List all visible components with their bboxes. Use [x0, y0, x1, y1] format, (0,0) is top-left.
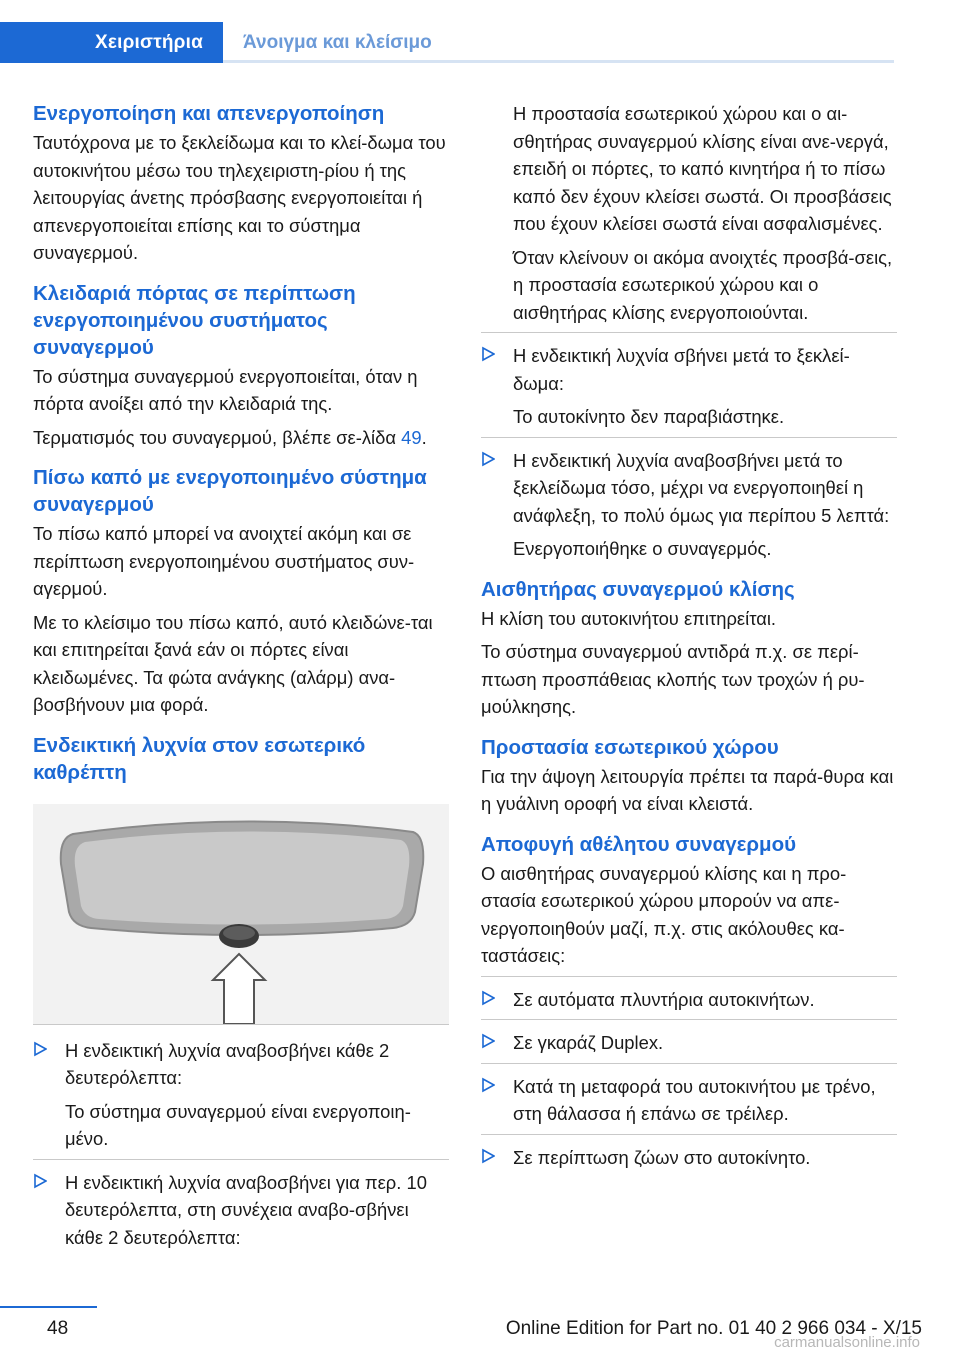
list-item-text: Σε περίπτωση ζώων στο αυτοκίνητο. — [513, 1146, 811, 1168]
divider — [481, 332, 897, 333]
triangle-bullet-icon — [33, 1173, 47, 1189]
list-item — [481, 1073, 897, 1128]
divider — [481, 976, 897, 977]
heading-interior-protection: Προστασία εσωτερικού χώρου — [481, 735, 779, 759]
list-item-text: Η ενδεικτική λυχνία αναβοσβήνει κάθε 2 δευτερόλεπτα: — [65, 1039, 390, 1088]
paragraph: Ο αισθητήρας συναγερμού κλίσης και η προ-στασία εσωτερικού χώρου μπορούν να απε-νεργοποιηθούν μαζί, π.χ. στις ακόλουθες κα-ταστάσεις: — [481, 862, 847, 966]
list-item — [481, 342, 897, 431]
watermark: carmanualsonline.info — [774, 1334, 920, 1351]
list-item — [33, 1169, 449, 1252]
list-item — [481, 447, 897, 563]
footer-rule — [0, 1306, 97, 1308]
triangle-bullet-icon — [481, 1077, 495, 1093]
heading-activation: Ενεργοποίηση και απενεργοποίηση — [33, 102, 385, 125]
divider — [481, 1063, 897, 1064]
paragraph: Με το κλείσιμο του πίσω καπό, αυτό κλειδώνε-ται και επιτηρείται ξανά εάν οι πόρτες είναι κλειδωμένες. Τα φώτα ανάγκης (αλάρμ) ανα-βοσβήνουν μια φορά. — [33, 611, 433, 715]
list-item-text: Η ενδεικτική λυχνία αναβοσβήνει μετά το ξεκλείδωμα τόσο, μέχρι να ενεργοποιηθεί η ανάφλεξη, το πολύ όμως για περίπου 5 λεπτά: — [513, 449, 890, 526]
list-item-text: Σε αυτόματα πλυντήρια αυτοκινήτων. — [513, 988, 815, 1010]
list-item-continued — [481, 100, 897, 326]
divider — [481, 1134, 897, 1135]
rearview-mirror-image — [33, 804, 449, 1024]
divider — [481, 437, 897, 438]
triangle-bullet-icon — [33, 1041, 47, 1057]
list-item-text: Κατά τη μεταφορά του αυτοκινήτου με τρένο, στη θάλασσα ή επάνω σε τρέιλερ. — [513, 1075, 876, 1124]
paragraph — [33, 424, 449, 452]
page-number: 48 — [47, 1318, 69, 1339]
heading-tilt-sensor: Αισθητήρας συναγερμού κλίσης — [481, 577, 795, 601]
list-item-subtext: Το σύστημα συναγερμού είναι ενεργοποιη-μένο. — [65, 1100, 411, 1149]
paragraph: Για την άψογη λειτουργία πρέπει τα παρά-θυρα και η γυάλινη οροφή να είναι κλειστά. — [481, 765, 894, 814]
text: . — [421, 426, 427, 448]
heading-avoid-false-alarm: Αποφυγή αθέλητου συναγερμού — [481, 832, 797, 856]
triangle-bullet-icon — [481, 451, 495, 467]
heading-indicator-lamp: Ενδεικτική λυχνία στον εσωτερικό καθρέπτη — [33, 733, 366, 784]
right-column — [481, 100, 897, 1177]
list-item — [33, 1037, 449, 1153]
paragraph: Το πίσω καπό μπορεί να ανοιχτεί ακόμη και σε περίπτωση ενεργοποιημένου συστήματος συν-αγερμού. — [33, 523, 415, 599]
list-item-text: Σε γκαράζ Duplex. — [513, 1032, 664, 1053]
section-title: Άνοιγμα και κλείσιμο — [243, 32, 432, 53]
header-rule — [223, 60, 894, 63]
heading-tailgate: Πίσω καπό με ενεργοποιημένο σύστημα συναγερμού — [33, 466, 427, 516]
paragraph: Η κλίση του αυτοκινήτου επιτηρείται. — [481, 607, 777, 629]
paragraph: Ταυτόχρονα με το ξεκλείδωμα και το κλεί-δωμα του αυτοκινήτου μέσω του τηλεχειριστη-ρίου ή της λειτουργίας άνετης πρόσβασης ενεργοποιείται ή απενεργοποιείται επίσης και το σύστημα συναγερμού. — [33, 132, 446, 263]
edition-note: Online Edition for Part no. 01 40 2 966 034 - X/15 — [505, 1318, 922, 1339]
heading-door-lock: Κλειδαριά πόρτας σε περίπτωση ενεργοποιημένου συστήματος συναγερμού — [33, 281, 356, 359]
paragraph: Όταν κλείνουν οι ακόμα ανοιχτές προσβά-σεις, η προστασία εσωτερικού χώρου και ο αισθητήρας κλίσης ενεργοποιούνται. — [513, 246, 893, 323]
paragraph: Το σύστημα συναγερμού αντιδρά π.χ. σε περί-πτωση προσπάθειας κλοπής των τροχών ή ρυ-μούλκησης. — [481, 641, 865, 717]
divider — [33, 1159, 449, 1160]
page-link[interactable]: 49 — [401, 426, 422, 448]
left-column — [33, 100, 449, 1257]
triangle-bullet-icon — [481, 346, 495, 362]
list-item-text: Η ενδεικτική λυχνία σβήνει μετά το ξεκλεί-δωμα: — [513, 345, 850, 394]
paragraph: Το σύστημα συναγερμού ενεργοποιείται, όταν η πόρτα ανοίξει από την κλειδαριά της. — [33, 365, 418, 414]
list-item — [481, 1029, 897, 1057]
triangle-bullet-icon — [481, 990, 495, 1006]
paragraph: Η προστασία εσωτερικού χώρου και ο αι-σθητήρας συναγερμού κλίσης είναι ανε-νεργά, επειδή οι πόρτες, το καπό κινητήρα ή το πίσω καπό δεν έχουν κλείσει σωστά. Οι προσβάσεις που έχουν κλείσει σωστά είναι ασφαλισμένες. — [513, 103, 892, 234]
list-item-text: Η ενδεικτική λυχνία αναβοσβήνει για περ. 10 δευτερόλεπτα, στη συνέχεια αναβο-σβήνει κάθε 2 δευτερόλεπτα: — [65, 1171, 427, 1248]
list-item-subtext: Το αυτοκίνητο δεν παραβιάστηκε. — [513, 406, 785, 427]
divider — [481, 1019, 897, 1020]
mirror-illustration — [33, 804, 449, 1025]
triangle-bullet-icon — [481, 1148, 495, 1164]
text: Τερματισμός του συναγερμού, βλέπε σε-λίδα — [33, 426, 396, 448]
list-item — [481, 986, 897, 1014]
chapter-tab: Χειριστήρια — [0, 22, 223, 63]
list-item-subtext: Ενεργοποιήθηκε ο συναγερμός. — [513, 538, 772, 559]
triangle-bullet-icon — [481, 1033, 495, 1049]
list-item — [481, 1144, 897, 1172]
